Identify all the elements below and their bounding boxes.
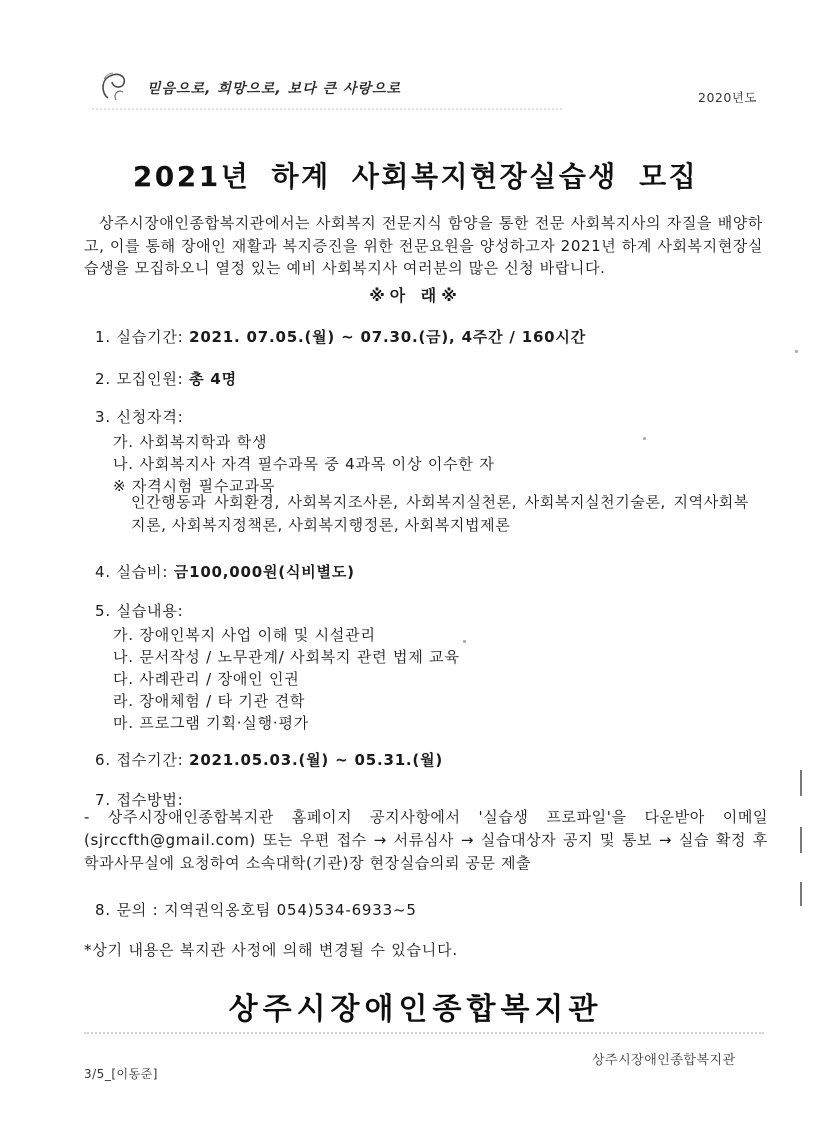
scan-dot-artifact (795, 350, 798, 353)
item-3-sub-note-header: ※ 자격시험 필수교과목 (113, 477, 276, 495)
footer-page-code: 3/5_[이동준] (84, 1067, 158, 1081)
org-slogan: 믿음으로, 희망으로, 보다 큰 사랑으로 (147, 81, 401, 97)
footer-org-name: 상주시장애인종합복지관 (592, 1053, 736, 1068)
below-marker: ※아 래※ (369, 286, 462, 305)
organization-name: 상주시장애인종합복지관 (228, 992, 603, 1027)
item-4-value: 금100,000원(식비별도) (173, 563, 355, 581)
item-8-value: 지역권익옹호팀 054)534-6933~5 (164, 901, 417, 919)
scan-noise-line-bottom (84, 1032, 764, 1034)
item-2-recruit-count (95, 368, 237, 389)
item-1-value: 2021. 07.05.(월) ~ 07.30.(금), 4주간 / 160시간 (189, 328, 587, 346)
item-6-application-period (95, 749, 443, 770)
item-6-value: 2021.05.03.(월) ~ 05.31.(월) (189, 751, 444, 769)
item-5-sub-c: 다. 사례관리 / 장애인 인권 (113, 670, 300, 688)
scan-noise-line-top (92, 108, 562, 110)
item-8-contact (95, 899, 417, 920)
item-7-label: 7. 접수방법: (95, 791, 184, 809)
item-2-label: 2. 모집인원: (95, 370, 184, 388)
scan-edge-artifact (800, 827, 802, 853)
item-4-practice-fee (95, 561, 355, 582)
item-1-label: 1. 실습기간: (95, 328, 184, 346)
document-title: 2021년 하계 사회복지현장실습생 모집 (132, 159, 699, 193)
scan-dot-artifact (463, 640, 466, 643)
item-3-sub-a: 가. 사회복지학과 학생 (113, 433, 268, 451)
year-label: 2020년도 (698, 90, 757, 105)
item-3-label: 3. 신청자격: (95, 408, 184, 426)
item-7-paragraph: - 상주시장애인종합복지관 홈페이지 공지사항에서 '실습생 프로파일'을 다운받아 이메일 (sjrccfth@gmail.com) 또는 우편 접수 → 서류심사 → 실습대상자 공지 및 통보 → 실습 확정 후 학과사무실에 요청하여 소속대학(기관)장 현장실습의뢰 공문 제출 (84, 808, 768, 872)
scan-edge-artifact (800, 882, 802, 906)
item-2-value: 총 4명 (189, 370, 237, 388)
item-5-sub-a: 가. 장애인복지 사업 이해 및 시설관리 (113, 626, 376, 644)
item-4-label: 4. 실습비: (95, 563, 169, 581)
scan-edge-artifact (800, 770, 802, 796)
item-5-practice-content (95, 600, 184, 621)
item-3-course-list: 인간행동과 사회환경, 사회복지조사론, 사회복지실천론, 사회복지실천기술론, 지역사회복지론, 사회복지정책론, 사회복지행정론, 사회복지법제론 (131, 493, 749, 534)
intro-paragraph: 상주시장애인종합복지관에서는 사회복지 전문지식 함양을 통한 전문 사회복지사의 자질을 배양하고, 이를 통해 장애인 재활과 복지증진을 위한 전문요원을 양성하고자 2021년 하계 사회복지현장실습생을 모집하오니 열정 있는 예비 사회복지사 여러분의 많은 신청 바랍니다. (84, 214, 763, 277)
footnote: *상기 내용은 복지관 사정에 의해 변경될 수 있습니다. (84, 941, 458, 959)
item-1-practice-period (95, 326, 586, 347)
item-3-sub-b: 나. 사회복지사 자격 필수과목 중 4과목 이상 이수한 자 (113, 455, 495, 473)
item-5-sub-b: 나. 문서작성 / 노무관계/ 사회복지 관련 법제 교육 (113, 648, 460, 666)
item-6-label: 6. 접수기간: (95, 751, 184, 769)
item-5-label: 5. 실습내용: (95, 602, 184, 620)
item-3-qualification (95, 406, 184, 427)
item-5-sub-d: 라. 장애체험 / 타 기관 견학 (113, 692, 306, 710)
item-8-label: 8. 문의 : (95, 901, 159, 919)
scan-dot-artifact (643, 437, 646, 440)
item-5-sub-e: 마. 프로그램 기획·실행·평가 (113, 714, 310, 732)
org-logo-icon (94, 66, 138, 110)
